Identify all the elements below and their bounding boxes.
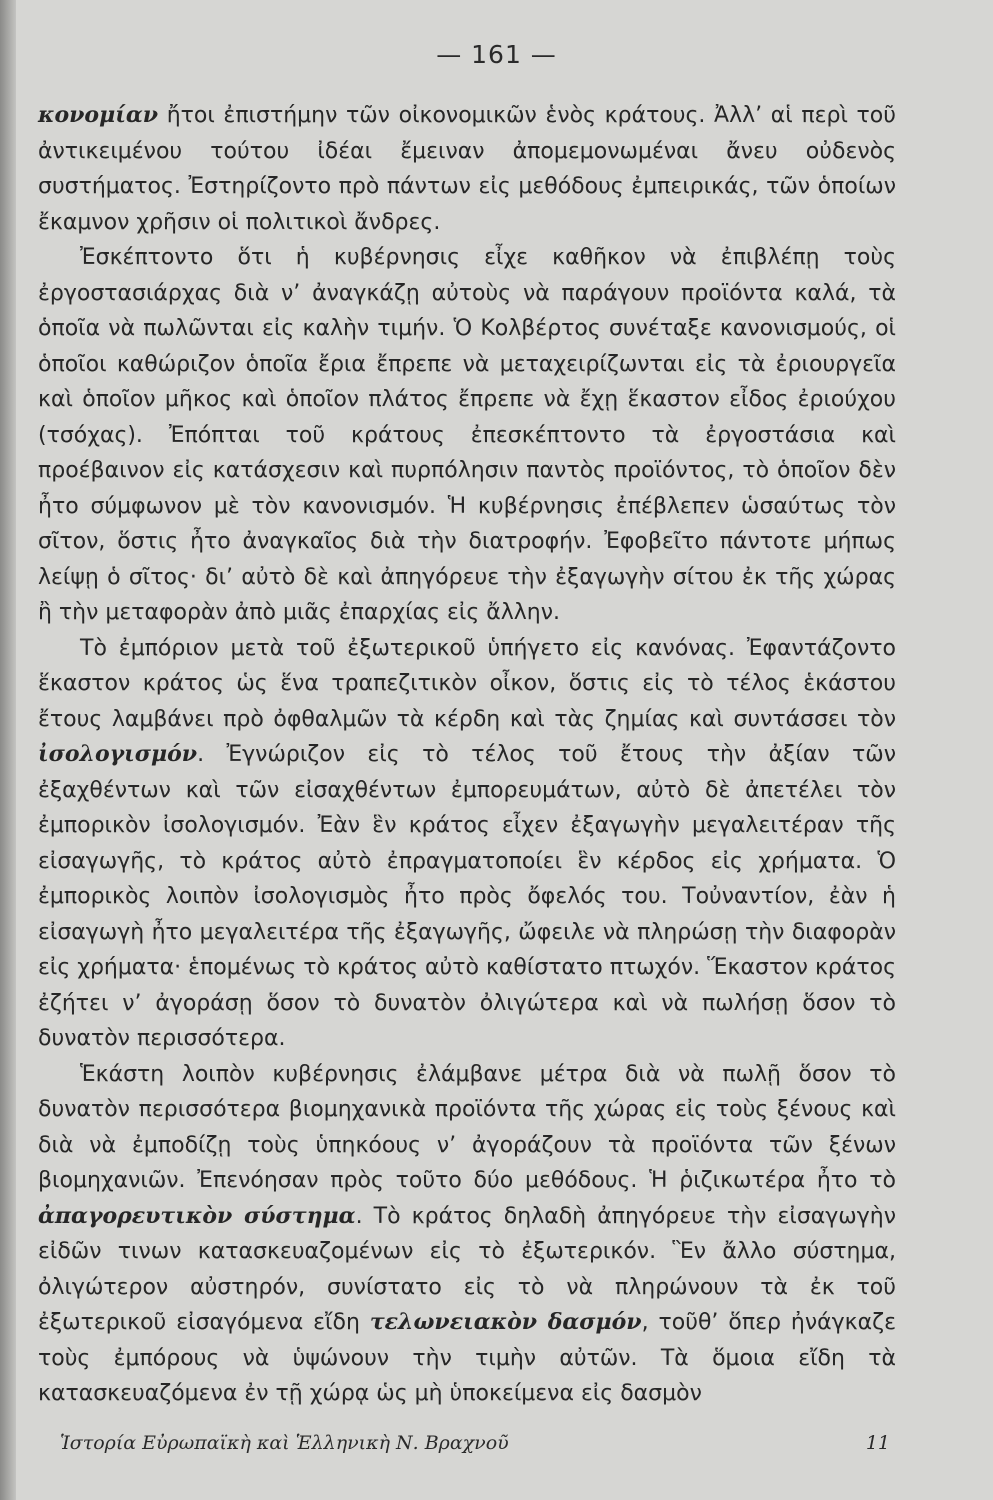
text-run: Ἐσκέπτοντο ὅτι ἡ κυβέρνησις εἶχε καθῆκον νὰ ἐπιβλέπῃ τοὺς ἐργοστασιάρχας διὰ ν’ ἀναγκάζῃ αὐτοὺς νὰ παράγουν προϊόντα καλά, τὰ ὁποῖα νὰ πωλῶνται εἰς καλὴν τιμήν. Ὁ Κολβέρτος συνέταξε κανονισμούς, οἱ ὁποῖοι καθώριζον ὁποῖα ἔρια ἔπρεπε νὰ μεταχειρίζωνται εἰς τὰ ἐριουργεῖα καὶ ὁποῖον μῆκος καὶ ὁποῖον πλάτος ἔπρεπε νὰ ἔχῃ ἕκαστον εἶδος ἐριούχου (τσόχας). Ἐπόπται τοῦ κράτους ἐπεσκέπτοντο τὰ ἐργοστάσια καὶ προέβαινον εἰς κατάσχεσιν καὶ πυρπόλησιν παντὸς προϊόντος, τὸ ὁποῖον δὲν ἦτο σύμφωνον μὲ τὸν κανονισμόν. Ἡ κυβέρνησις ἐπέβλεπεν ὡσαύτως τὸν σῖτον, ὅστις ἦτο ἀναγκαῖος διὰ τὴν διατροφήν. Ἐφοβεῖτο πάντοτε μήπως λείψῃ ὁ σῖτος· δι’ αὐτὸ δὲ καὶ ἀπηγόρευε τὴν ἐξαγωγὴν σίτου ἐκ τῆς χώρας ἢ τὴν μεταφορὰν ἀπὸ μιᾶς ἐπαρχίας εἰς ἄλλην. bbox=[38, 245, 896, 625]
paragraph-1 bbox=[38, 98, 896, 240]
emphasis-term: τελωνειακὸν δασμόν bbox=[369, 1309, 642, 1335]
footer-book-title: Ἱστορία Εὐρωπαϊκὴ καὶ Ἑλληνικὴ Ν. Βραχνοῦ bbox=[60, 1432, 509, 1454]
text-run: , τοῦθ’ ὅπερ ἠνάγκαζε τοὺς ἐμπόρους νὰ ὑψώνουν τὴν τιμὴν αὐτῶν. Τὰ ὅμοια εἴδη τὰ κατασκευαζόμενα ἐν τῇ χώρᾳ ὡς μὴ ὑποκείμενα εἰς δασμὸν bbox=[38, 1310, 896, 1406]
text-run: ἤτοι ἐπιστήμην τῶν οἰκονομικῶν ἑνὸς κράτους. Ἀλλ’ αἱ περὶ τοῦ ἀντικειμένου τούτου ἰδέαι ἔμειναν ἀπομεμονωμέναι ἄνευ οὐδενὸς συστήματος. Ἐστηρίζοντο πρὸ πάντων εἰς μεθόδους ἐμπειρικάς, τῶν ὁποίων ἔκαμνον χρῆσιν οἱ πολιτικοὶ ἄνδρες. bbox=[38, 103, 896, 235]
body-text bbox=[38, 98, 896, 1412]
page-number: — 161 — bbox=[436, 40, 557, 69]
paragraph-4 bbox=[38, 1057, 896, 1412]
emphasis-term: ἀπαγορευτικὸν σύστημα bbox=[38, 1202, 356, 1229]
binding-edge bbox=[0, 0, 16, 1500]
paragraph-2 bbox=[38, 240, 896, 631]
text-run: . Τὸ κράτος δηλαδὴ ἀπηγόρευε τὴν εἰσαγωγὴν εἰδῶν τινων κατασκευαζομένων εἰς τὸ ἐξωτερικόν. Ἓν ἄλλο σύστημα, ὀλιγώτερον αὐστηρόν, συνίστατο εἰς τὸ νὰ πληρώνουν τὰ ἐκ τοῦ ἐξωτερικοῦ εἰσαγόμενα εἴδη bbox=[38, 1203, 896, 1335]
paragraph-3 bbox=[38, 631, 896, 1057]
text-run: . Ἐγνώριζον εἰς τὸ τέλος τοῦ ἔτους τὴν ἀξίαν τῶν ἐξαχθέντων καὶ τῶν εἰσαχθέντων ἐμπορευμάτων, αὐτὸ δὲ ἀπετέλει τὸν ἐμπορικὸν ἰσολογισμόν. Ἐὰν ἓν κράτος εἶχεν ἐξαγωγὴν μεγαλειτέραν τῆς εἰσαγωγῆς, τὸ κράτος αὐτὸ ἐπραγματοποίει ἓν κέρδος εἰς χρήματα. Ὁ ἐμπορικὸς λοιπὸν ἰσολογισμὸς ἦτο πρὸς ὄφελός του. Τοὐναντίον, ἐὰν ἡ εἰσαγωγὴ ἦτο μεγαλειτέρα τῆς ἐξαγωγῆς, ὤφειλε νὰ πληρώσῃ τὴν διαφορὰν εἰς χρήματα· ἑπομένως τὸ κράτος αὐτὸ καθίστατο πτωχόν. Ἕκαστον κράτος ἐζήτει ν’ ἀγοράσῃ ὅσον τὸ δυνατὸν ὀλιγώτερα καὶ νὰ πωλήσῃ ὅσον τὸ δυνατὸν περισσότερα. bbox=[38, 742, 896, 1051]
emphasis-term: κονομίαν bbox=[38, 102, 159, 128]
text-run: Τὸ ἐμπόριον μετὰ τοῦ ἐξωτερικοῦ ὑπήγετο εἰς κανόνας. Ἐφαντάζοντο ἕκαστον κράτος ὡς ἕνα τραπεζιτικὸν οἶκον, ὅστις εἰς τὸ τέλος ἑκάστου ἔτους λαμβάνει πρὸ ὀφθαλμῶν τὰ κέρδη καὶ τὰς ζημίας καὶ συντάσσει τὸν bbox=[38, 635, 896, 732]
emphasis-term: ἰσολογισμόν bbox=[38, 741, 198, 767]
footer-signature-mark: 11 bbox=[865, 1432, 890, 1454]
text-run: Ἑκάστη λοιπὸν κυβέρνησις ἐλάμβανε μέτρα διὰ νὰ πωλῇ ὅσον τὸ δυνατὸν περισσότερα βιομηχανικὰ προϊόντα τῆς χώρας εἰς τοὺς ξένους καὶ διὰ νὰ ἐμποδίζῃ τοὺς ὑπηκόους ν’ ἀγοράζουν τὰ προϊόντα τῶν ξένων βιομηχανιῶν. Ἐπενόησαν πρὸς τοῦτο δύο μεθόδους. Ἡ ῥιζικωτέρα ἦτο τὸ bbox=[38, 1061, 896, 1193]
